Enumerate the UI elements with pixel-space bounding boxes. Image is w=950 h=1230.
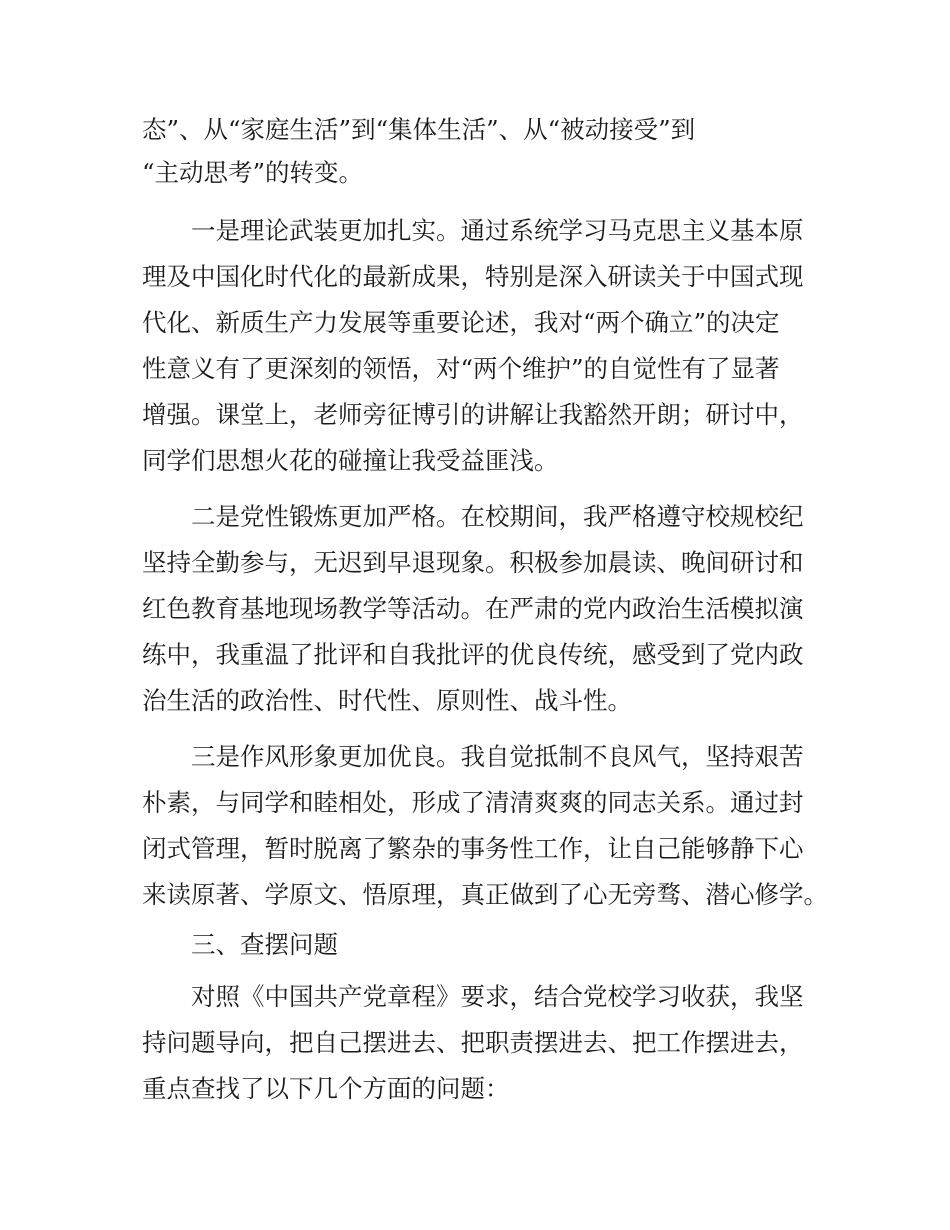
- text-line: 朴素，与同学和睦相处，形成了清清爽爽的同志关系。通过封: [142, 788, 804, 817]
- text-line: 重点查找了以下几个方面的问题：: [142, 1074, 510, 1103]
- text-line: “主动思考”的转变。: [142, 158, 364, 187]
- text-line: 增强。课堂上，老师旁征博引的讲解让我豁然开朗；研讨中，: [142, 400, 804, 429]
- paragraph-first-line: 三是作风形象更加优良。我自觉抵制不良风气，坚持艰苦: [191, 742, 804, 771]
- text-line: 性意义有了更深刻的领悟，对“两个维护”的自觉性有了显著: [142, 354, 780, 383]
- text-line: 坚持全勤参与，无迟到早退现象。积极参加晨读、晚间研讨和: [142, 548, 804, 577]
- text-line: 练中，我重温了批评和自我批评的优良传统，感受到了党内政: [142, 640, 804, 669]
- paragraph-first-line: 二是党性锻炼更加严格。在校期间，我严格遵守校规校纪: [191, 502, 804, 531]
- paragraph-first-line: 一是理论武装更加扎实。通过系统学习马克思主义基本原: [191, 216, 804, 245]
- paragraph-first-line: 对照《中国共产党章程》要求，结合党校学习收获，我坚: [191, 982, 804, 1011]
- text-line: 治生活的政治性、时代性、原则性、战斗性。: [142, 686, 632, 715]
- text-line: 态”、从“家庭生活”到“集体生活”、从“被动接受”到: [142, 115, 696, 144]
- text-line: 来读原著、学原文、悟原理，真正做到了心无旁骛、潜心修学。: [142, 880, 828, 909]
- text-line: 同学们思想火花的碰撞让我受益匪浅。: [142, 446, 559, 475]
- text-line: 持问题导向，把自己摆进去、把职责摆进去、把工作摆进去，: [142, 1028, 804, 1057]
- text-line: 闭式管理，暂时脱离了繁杂的事务性工作，让自己能够静下心: [142, 834, 804, 863]
- text-line: 理及中国化时代化的最新成果，特别是深入研读关于中国式现: [142, 262, 804, 291]
- text-line: 代化、新质生产力发展等重要论述，我对“两个确立”的决定: [142, 308, 780, 337]
- section-heading: 三、查摆问题: [191, 930, 338, 959]
- text-line: 红色教育基地现场教学等活动。在严肃的党内政治生活模拟演: [142, 594, 804, 623]
